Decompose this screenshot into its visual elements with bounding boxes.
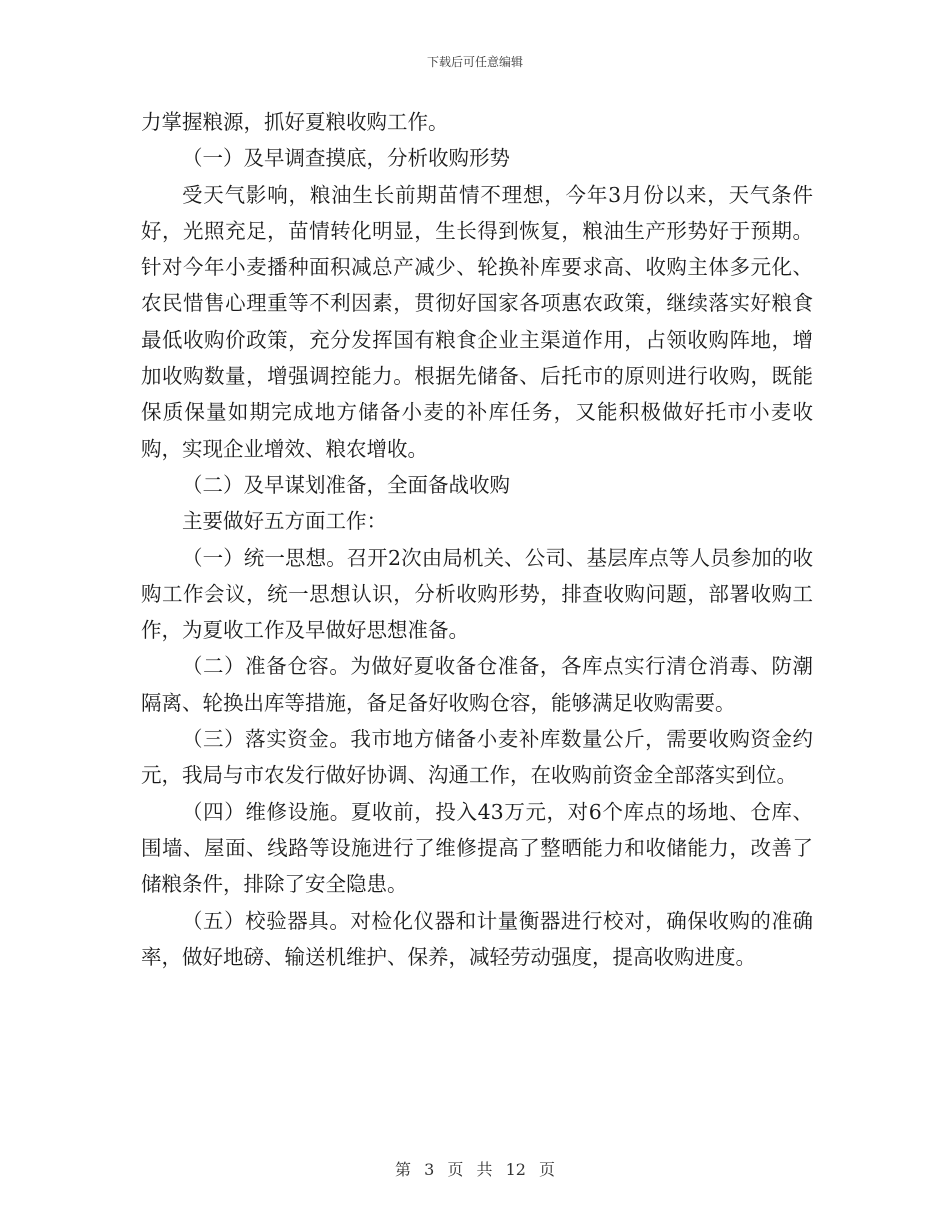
- paragraph-storage-capacity: （二）准备仓容。为做好夏收备仓准备，各库点实行清仓消毒、防潮隔离、轮换出库等措施，备足备好收购仓容，能够满足收购需要。: [141, 654, 813, 715]
- footer-prefix: 第: [394, 1160, 411, 1179]
- paragraph-weather: 受天气影响，粮油生长前期苗情不理想，今年3月份以来，天气条件好，光照充足，苗情转化明显，生长得到恢复，粮油生产形势好于预期。针对今年小麦播种面积减总产减少、轮换补库要求高、收购主体多元化、农民惜售心理重等不利因素，贯彻好国家各项惠农政策，继续落实好粮食最低收购价政策，充分发挥国有粮食企业主渠道作用，占领收购阵地，增加收购数量，增强调控能力。根据先储备、后托市的原则进行收购，既能保质保量如期完成地方储备小麦的补库任务，又能积极做好托市小麦收购，实现企业增效、粮农增收。: [141, 182, 813, 461]
- paragraph-unify-thinking: （一）统一思想。召开2次由局机关、公司、基层库点等人员参加的收购工作会议，统一思想认识，分析收购形势，排查收购问题，部署收购工作，为夏收工作及早做好思想准备。: [141, 545, 813, 643]
- paragraph-facility-repair: （四）维修设施。夏收前，投入43万元，对6个库点的场地、仓库、围墙、屋面、线路等设施进行了维修提高了整晒能力和收储能力，改善了储粮条件，排除了安全隐患。: [141, 799, 813, 897]
- total-pages-number: 12: [505, 1160, 526, 1179]
- document-body: [141, 104, 813, 975]
- paragraph-instrument-calibration: （五）校验器具。对检化仪器和计量衡器进行校对，确保收购的准确率，做好地磅、输送机维护、保养，减轻劳动强度，提高收购进度。: [141, 908, 813, 969]
- paragraph-funding: （三）落实资金。我市地方储备小麦补库数量公斤，需要收购资金约元，我局与市农发行做好协调、沟通工作，在收购前资金全部落实到位。: [141, 727, 813, 788]
- page-footer: [0, 1157, 950, 1180]
- footer-suffix: 页: [539, 1160, 556, 1179]
- footer-page-word: 页: [447, 1160, 464, 1179]
- paragraph-intro: 力掌握粮源，抓好夏粮收购工作。: [141, 110, 449, 134]
- footer-total-word: 共: [476, 1160, 493, 1179]
- page-header: 下载后可任意编辑: [426, 55, 523, 69]
- section-heading-1: （一）及早调查摸底，分析收购形势: [182, 146, 510, 171]
- section-heading-2: （二）及早谋划准备，全面备战收购: [182, 472, 510, 497]
- paragraph-five-tasks: 主要做好五方面工作：: [182, 509, 387, 534]
- current-page-number: 3: [424, 1160, 435, 1179]
